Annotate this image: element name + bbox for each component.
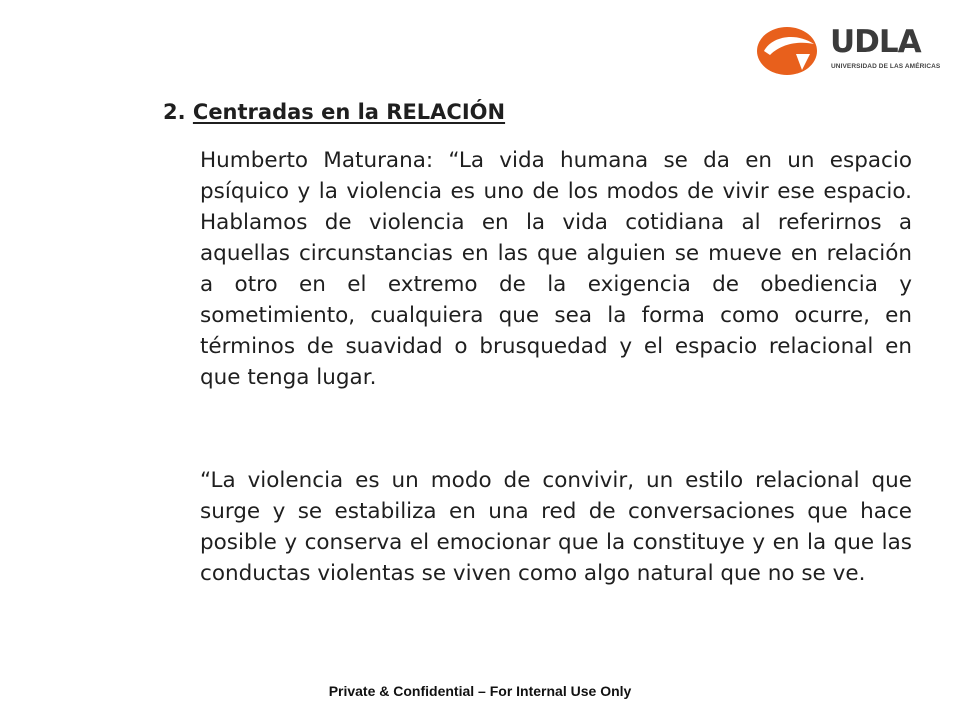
udla-logo	[756, 22, 941, 82]
udla-emblem-icon	[756, 24, 822, 80]
confidential-footer: Private & Confidential – For Internal Use Only	[328, 683, 632, 699]
section-heading	[163, 100, 505, 124]
quote-paragraph-2: “La violencia es un modo de convivir, un estilo relacional que surge y se estabiliza en una red de conversaciones que hace posible y conserva el emocionar que la constituye y en la que las conductas violentas se viven como algo natural que no se ve.	[200, 468, 912, 586]
quote-paragraph-1: Humberto Maturana: “La vida humana se da en un espacio psíquico y la violencia es uno de los modos de vivir ese espacio. Hablamos de violencia en la vida cotidiana al referirnos a aquellas circunstancias en las que alguien se mueve en relación a otro en el extremo de la exigencia de obediencia y sometimiento, cualquiera que sea la forma como ocurre, en términos de suavidad o brusquedad y el espacio relacional en que tenga lugar.	[200, 148, 912, 390]
section-title: Centradas en la RELACIÓN	[192, 100, 506, 124]
logo-wordmark: UDLA	[830, 24, 921, 60]
section-number: 2.	[163, 100, 186, 124]
logo-subtitle: UNIVERSIDAD DE LAS AMÉRICAS	[831, 63, 941, 70]
